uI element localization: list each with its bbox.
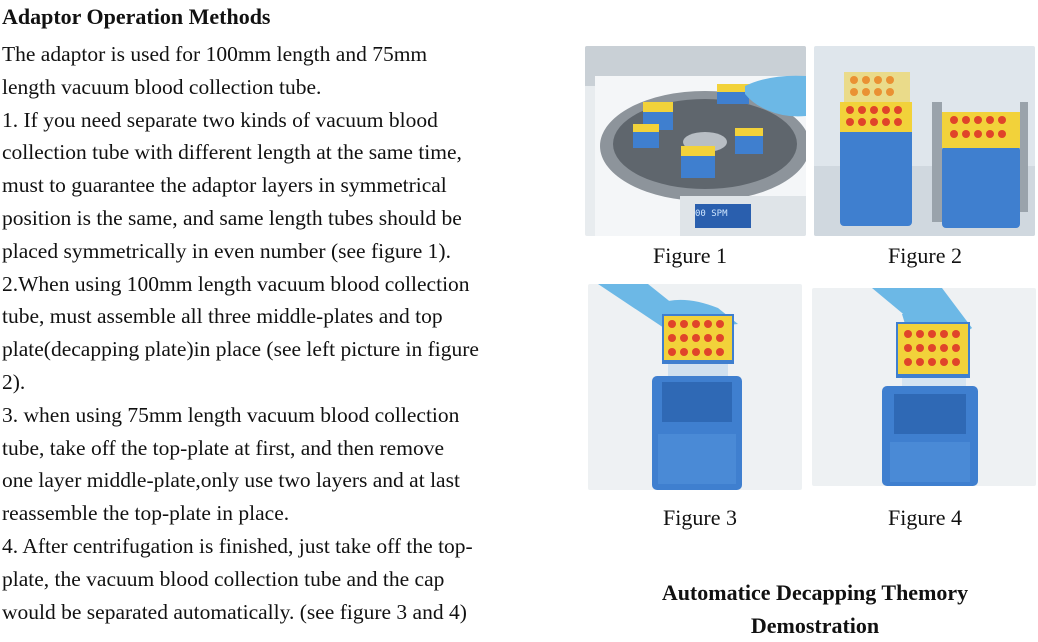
text-line: placed symmetrically in even number (see figure 1). [2, 238, 451, 263]
text-line: position is the same, and same length tubes should be [2, 205, 462, 230]
text-line: 2.When using 100mm length vacuum blood collection [2, 271, 470, 296]
text-line: reassemble the top-plate in place. [2, 501, 290, 526]
text-line: The adaptor is used for 100mm length and 75mm [2, 42, 428, 66]
figures-section-title [610, 576, 1020, 642]
instructions-text [2, 38, 582, 628]
text-line: 3. when using 75mm length vacuum blood collection [2, 402, 460, 427]
text-line: one layer middle-plate,only use two layers and at last [2, 468, 460, 493]
text-line: 4. After centrifugation is finished, just take off the top- [2, 533, 473, 558]
text-line: must to guarantee the adaptor layers in symmetrical [2, 173, 447, 198]
figure-4-image [812, 288, 1036, 486]
text-line: tube, must assemble all three middle-plates and top [2, 304, 443, 329]
section-title-line-2: Demostration [750, 613, 880, 638]
text-line: plate, the vacuum blood collection tube and the cap [2, 566, 445, 591]
text-line: collection tube with different length at the same time, [2, 140, 462, 165]
text-line: 2). [2, 369, 26, 394]
figure-4-caption: Figure 4 [888, 505, 962, 530]
figure-2-image [814, 46, 1035, 236]
figure-1-image [585, 46, 806, 236]
section-title-line-1: Automatice Decapping Themory [661, 580, 969, 605]
figure-1-caption: Figure 1 [653, 243, 727, 268]
figure-2-caption: Figure 2 [888, 243, 962, 268]
document-title: Adaptor Operation Methods [2, 4, 271, 29]
text-line: would be separated automatically. (see figure 3 and 4) [2, 599, 467, 624]
centrifuge-display-readout: 00 SPM [695, 209, 728, 219]
text-line: tube, take off the top-plate at first, and then remove [2, 435, 444, 460]
figure-3-caption: Figure 3 [663, 505, 737, 530]
text-line: 1. If you need separate two kinds of vacuum blood [2, 107, 438, 132]
text-line: plate(decapping plate)in place (see left picture in figure [2, 337, 479, 362]
figure-3-image [588, 284, 802, 490]
text-line: length vacuum blood collection tube. [2, 74, 322, 99]
